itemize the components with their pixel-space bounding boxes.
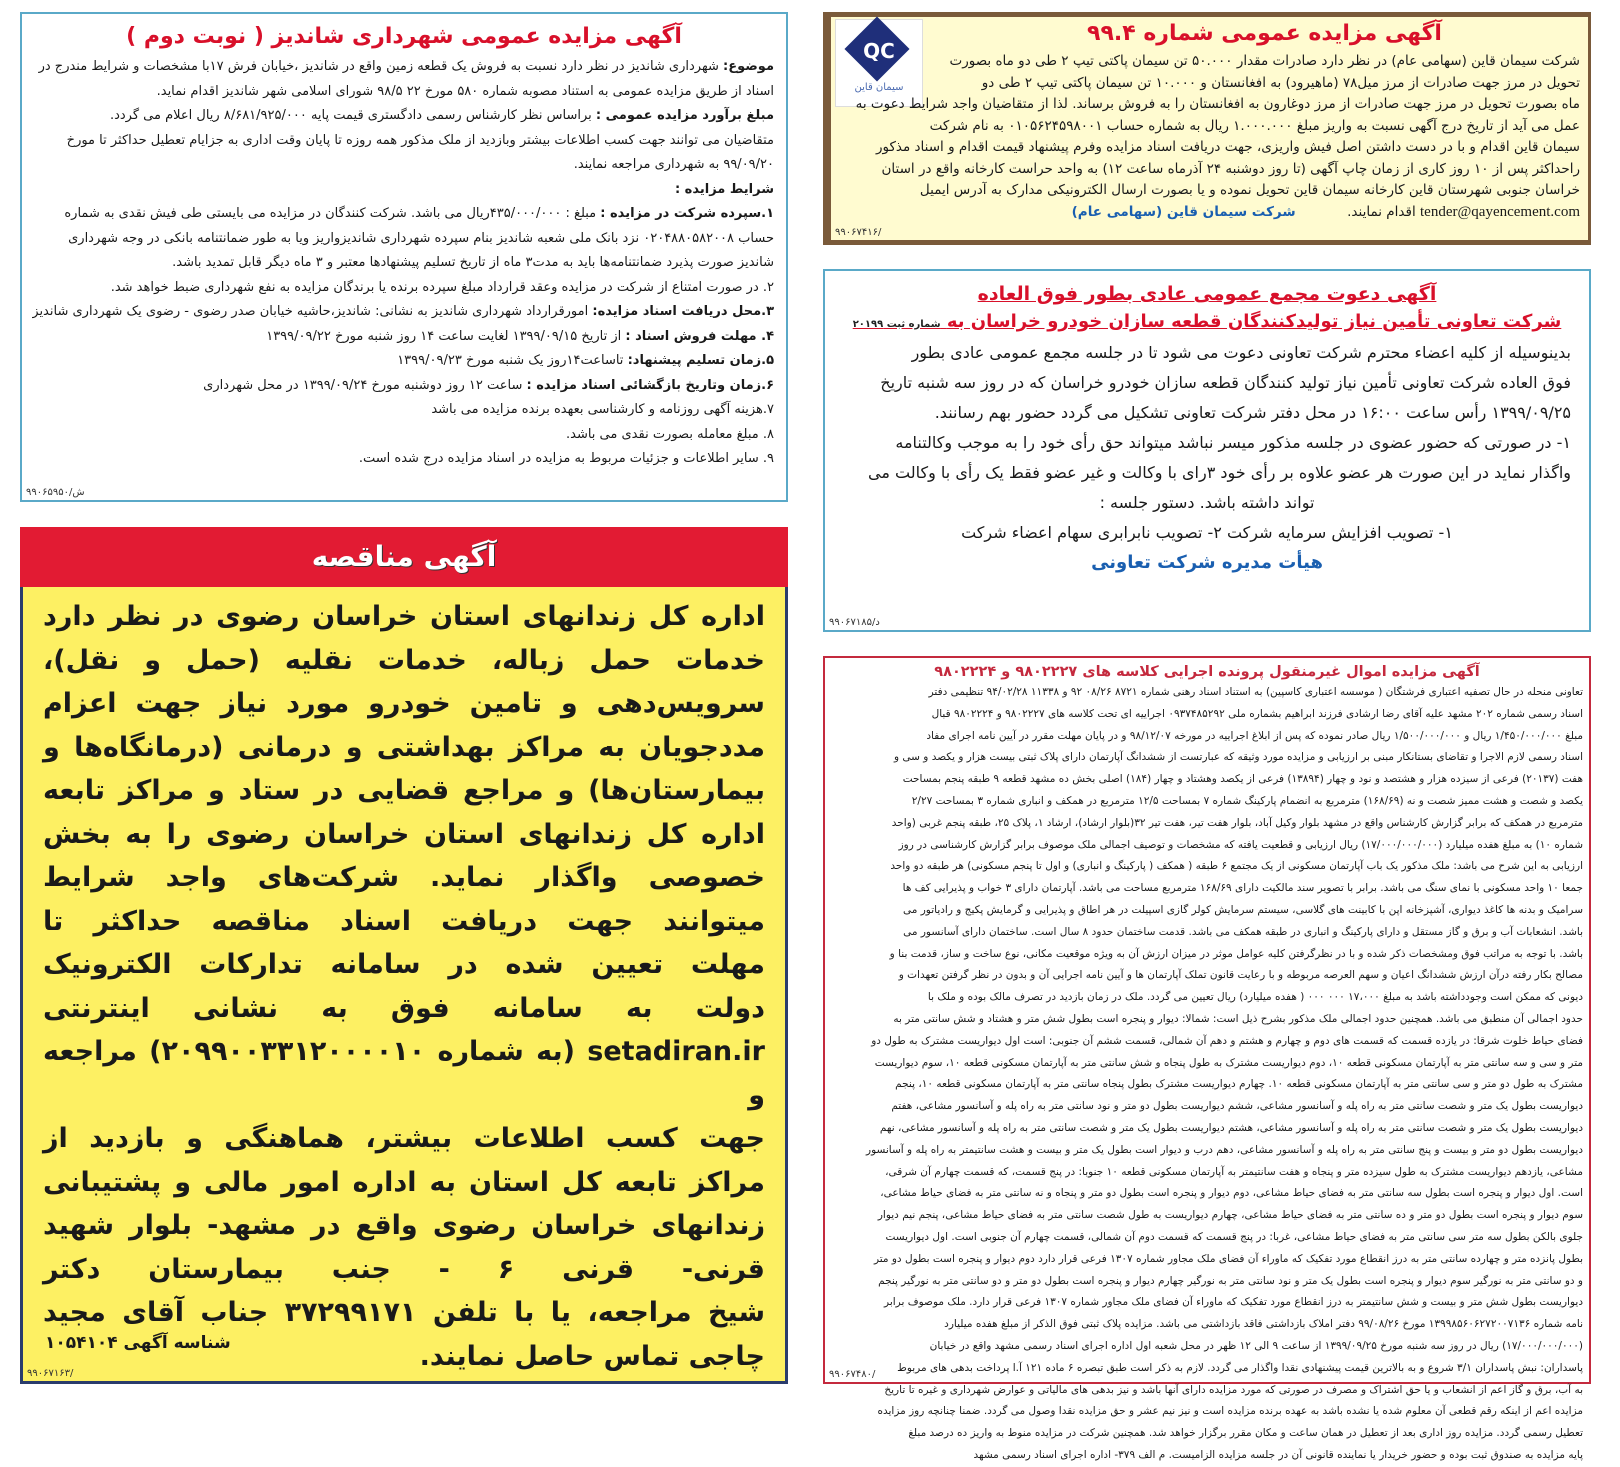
body-line: راحداکثر پس از ۱۰ روز کاری از زمان چاپ آگهی (تا روز دوشنبه ۲۴ آذرماه ساعت ۱۲) به واحد حراست کارخانه واقع در استان [881,160,1580,177]
body-line: جمعا ۱۰ واحد مسکونی با نمای سنگ می باشد. برابر با تصویر سند مالکیت دارای ۱۶۸/۶۹ مترمربع مساحت می باشد. آپارتمان دارای ۳ خواب و پذیرایی کف ها [902,882,1583,895]
item-text: ۲. در صورت امتناع از شرکت در مزایده وعقد قرارداد مبلغ سپرده برنده یا برندگان مزایده به نفع شهرداری ضبط خواهد شد. [110,279,774,295]
body-line: باشد. انشعابات آب و برق و گاز مستقل و دارای پارکینگ و انباری در طبقه همکف می باشد. قدمت ساختمان حدود ۸ سال است. ساختمان دارای آسانسور می [903,925,1583,938]
body-line: سوم دیوار و پنجره است بطول دو متر و ده سانتی متر به فضای حیاط مشاعی، چهارم دیواریست به طول شصت سانتی متر به فضای حیاط مشاعی، پنجم نیم دیوار [877,1209,1583,1222]
body-line: مشاعی، یازدهم دیواریست مشترک به طول سیزده متر و پنجاه و هفت سانتیمتر به آپارتمان مسکونی قطعه ۱۰ جنوبا: در پنج قسمت، که قسمت چهارم آن شرقی، [885,1165,1583,1178]
ad-shandiz-auction [20,12,788,502]
body-line: دیواریست بطول یک متر و شصت سانتی متر به راه پله و آسانسور مشاعی، هشتم دیواریست بطول یک متر و شصت سانتی متر به راه پله و آسانسور مشاعی، نهم [879,1121,1583,1134]
body-line: فوق العاده شرکت تعاونی تأمین نیاز تولید کنندگان قطعه سازان خودرو خراسان که در روز سه شنبه تاریخ [880,373,1571,392]
conditions-label: شرایط مزایده : [674,181,774,197]
ad-header: آگهی مناقصه [20,527,788,587]
estimate-text: براساس نظر کارشناس رسمی دادگستری قیمت پایه ۸/۶۸۱/۹۲۵/۰۰۰ ریال اعلام می گردد. [109,108,592,123]
ad-coop-assembly [823,269,1591,632]
body-line: ۱- در صورتی که حضور عضوی در جلسه مذکور میسر نباشد میتواند حق رأی خود را به موجب وکالتنامه [895,433,1571,452]
item-label: ۵.زمان تسلیم پیشنهاد: [627,353,774,368]
body-line: دیواریست بطول دو متر و بیست و پنج سانتی متر به راه پله و آسانسور مشاعی، دهم درب و دیوار است بطول یک متر و بیست و هشت سانتیمتر به راه پله و آسانسور [866,1143,1583,1156]
item-label: ۴. مهلت فروش اسناد : [625,328,774,344]
website-link[interactable]: setadiran.ir [587,1036,765,1067]
body-line: و دو سانتی متر به نورگیر سوم دیوار و پنجره است بطول یک متر و نود سانتی متر به نورگیر چهارم دیوار و پنجره است بطول دو متر و دو سانتی متر به نورگیر پنجم [878,1274,1583,1287]
body-line: مراکز تابعه کل استان به اداره امور مالی و پشتیبانی [43,1166,765,1198]
body-line: (۱۷/۰۰۰/۰۰۰/۰۰۰) ریال در روز سه شنبه مورخ ۱۳۹۹/۰۹/۲۵ از ساعت ۹ الی ۱۲ ظهر در محل شعبه اول اداره اجرای اسناد رسمی مشهد واقع در خیابان [929,1339,1583,1352]
body-line: است. اول دیوار و پنجره است بطول سه سانتی متر به فضای حیاط مشاعی، دوم دیوار و پنجره است بطول دو متر و پنجاه و نه سانتی متر به فضای حیاط مشاعی، [880,1187,1583,1200]
body-line: میتوانند جهت دریافت اسناد مناقصه حداکثر تا [43,905,765,937]
item-label: ۱.سپرده شرکت در مزایده : [600,206,774,221]
item-text: ساعت ۱۲ روز دوشنبه مورخ ۱۳۹۹/۰۹/۲۴ در محل شهرداری [203,377,523,393]
item-text: مبلغ : ۴۳۵/۰۰۰/۰۰۰ریال می باشد. شرکت کنندگان در مزایده می بایستی طی فیش نقدی به شماره [64,206,597,221]
body-line: بیمارستان‌ها) و مراجع قضایی در ستاد و مراکز تابعه [43,775,765,806]
estimate-label: مبلغ برآورد مزایده عمومی : [595,108,774,123]
ad-body [22,49,786,472]
body-line: تحویل در مرز جهت صادرات از مرز میل۷۸ (ماهیرود) به افغانستان و ۱۰.۰۰۰ تن سیمان پاکتی تیپ ۲ طی دو [981,74,1580,91]
body-line: فضای حیاط خلوت شرقا: در یازده قسمت که قسمت های دوم و چهارم و هشتم و دهم آن شمالی، قسمت ششم آن جنوبی: است اول دیواریست مشترک به طول دو [871,1034,1583,1047]
ad-property-auction [823,656,1591,1461]
body-line: دولت به سامانه فوق به نشانی اینترنتی [43,992,765,1024]
ad-body [825,680,1589,1467]
body-line: دیونی که ممکن است وجودداشته باشد به مبلغ ۱۷،۰۰۰ ۰۰۰ ۰۰۰ ( هفده میلیارد) ریال تعیین می گردد. ملک در زمان بازدید در تصرف مالک بوده و ملک با [927,991,1583,1004]
ad-title: آگهی مزایده عمومی شهرداری شاندیز ( نوبت دوم ) [126,24,682,49]
body-line: خصوصی واگذار نماید. شرکت‌های واجد شرایط [43,862,765,893]
body-line: جهت کسب اطلاعات بیشتر، هماهنگی و بازدید از [43,1123,765,1154]
body-line: مهلت تعیین شده در سامانه تدارکات الکترونیک [43,949,765,980]
body-line: ۱۳۹۹/۰۹/۲۵ رأس ساعت ۱۶:۰۰ در محل دفتر شرکت تعاونی تشکیل می گردد حضور بهم رسانند. [934,403,1571,422]
item-text: حساب ۰۲۰۴۸۸۰۵۸۲۰۰۸ نزد بانک ملی شعبه شاندیز بنام سپرده شهرداری شاندیزواریز ویا به طور ضمانتنامه بانکی در وجه شهرداری [68,230,774,246]
body-line: مشترک به طول دو متر و سی سانتی متر به آپارتمان مسکونی قطعه ۱۰. چهارم دیواریست مشترک بطول پنجاه سانتی متر به آپارتمان مسکونی قطعه ۱۰، پنجم [895,1078,1583,1091]
body-line: مصالح بکار رفته درآن ارزش ششدانگ اعیان و سهم العرصه مربوطه و با رعایت قانون تملک آپارتمان ها و آیین نامه اجرایی آن و بدون در نظر گرفتن تعهدات و [898,969,1583,982]
body-line: نامه شماره ۱۳۹۹۸۵۶۰۶۲۷۲۰۰۷۱۳۶ مورخ ۹۹/۰۸/۲۶ دفتر املاک بازداشتی فاقد بازداشتی می باشد. مزایده پلاک ثبتی فوق الذکر از مبلغ هفده میلیارد [944,1318,1583,1331]
body-line: شماره ۱۰) به مبلغ هفده میلیارد (۱۷/۰۰۰/۰۰۰/۰۰۰) ریال ارزیابی و قطعیت یافته که مشخصات و توصیف اجمالی ملک موصوف برابر گزارش کارشناسی در روز [898,838,1583,851]
body-line: اداره کل زندانهای استان خراسان رضوی را به بخش [43,818,765,850]
body-line: پاسداران: نبش پاسداران ۳/۱ شروع و به بالاترین قیمت پیشنهادی نقدا واگذار می گردد. لازم به ذکر است طبق تبصره ۶ ماده ۱۲۱ آ.ا پرداخت بدهی های مربوط [897,1361,1583,1374]
logo-subtext: سیمان قاین [854,82,904,93]
subject-text-2: اسناد از طریق مزایده عمومی به استناد مصوبه شماره ۵۸۰ مورخ ۲۲ ۹۸/۵ شورای اسلامی شهر شاندیز اقدام نماید. [156,83,774,99]
ad-id: شناسه آگهی ۱۰۵۴۱۰۴ [45,1333,231,1353]
ad-title: آگهی دعوت مجمع عمومی عادی بطور فوق العاده [977,283,1437,305]
ref-code: ۹۹۰۶۵۹۵۰/ش [26,487,85,498]
body-line: مزایده اعم از اینکه رقم قطعی آن معلوم شده یا نشده باشد به عهده برنده مزایده است و نیز نیم عشر و حق مزایده نقدا وصول می گردد. ضمنا چنانچه روز مزایده [877,1405,1583,1418]
body-line: اسناد رسمی شماره ۲۰۲ مشهد علیه آقای رضا ارشادی فرزند ابراهیم بشماره ملی ۰۹۳۷۴۸۵۲۹۲ اجراییه ای تحت کلاسه های ۹۸۰۲۲۲۷ و ۹۸۰۲۲۲۴ قبال [931,707,1583,720]
body-line: دیواریست بطول یک متر و شصت سانتی متر به راه پله و آسانسور مشاعی، ششم دیواریست بطول دو متر و نود سانتی متر به راه پله و آسانسور مشاعی، هفتم [891,1100,1583,1113]
logo-text: QC [863,39,895,63]
ad-subtitle [825,311,1589,332]
body-line: مددجویان به مراکز بهداشتی و درمانی (درمانگاه‌ها و [43,731,765,763]
body-line: به آب، برق و گاز اعم از انشعاب و یا حق اشتراک و مصرف در صورتی که مورد مزایده دارای آنها باشد و نیز بدهی های مالیاتی و عوارض شهرداری و غیره تا تاریخ [884,1383,1583,1396]
body-line: سرامیک و بدنه ها کاغذ دیواری، آشپزخانه اپن با کابینت های گلاسی، سیستم سرمایش کولر گازی اسپیلت در هر اطاق و پذیرایی و گرمایش پکیج و رادیاتور می [903,903,1583,916]
body-line: شیخ مراجعه، یا با تلفن ۳۷۲۹۹۱۷۱ جناب آقای مجید [43,1297,766,1328]
ad-tender [20,527,788,1384]
ad-body [825,332,1589,548]
body-line-last [837,202,1580,224]
ref-code: ۹۹۰۶۷۱۸۵/د [829,617,880,628]
item-text: ۷.هزینه آگهی روزنامه و کارشناسی بعهده برنده مزایده می باشد [431,402,774,417]
body-line: تعاونی منحله در حال تصفیه اعتباری فرشتگان ( موسسه اعتباری کاسپین) به استناد اسناد رهنی شماره ۸۷۲۱ ۰۸/۲۶ ۹۲ و ۱۱۳۳۸ ۹۴/۰۲/۲۸ تنظیمی دفتر [928,686,1583,698]
body-line: هفت (۲۰۱۳۷) فرعی از سیزده هزار و هشتصد و نود و چهار (۱۳۸۹۴) فرعی از یکصد وهشتاد و چهار (۱۸۴) اصلی بخش ده مشهد قطعه ۹ طبقه پنجم بمساحت [902,773,1583,786]
visit-text-2: ۹۹/۰۹/۲۰ به شهرداری مراجعه نمایند. [573,157,774,172]
subject-text: شهرداری شاندیز در نظر دارد نسبت به فروش یک قطعه زمین واقع در شاندیز ،خیابان فرش ۱۷با مشخصات و شرایط مندرج در [38,59,719,74]
item-text: ۹. سایر اطلاعات و جزئیات مربوط به مزایده در اسناد مزایده درج شده است. [358,451,774,466]
ref-code: ۹۹۰۶۷۴۸۰/ [829,1369,876,1380]
body-line: حدود اجمالی آن منطبق می باشد. همچنین حدود اجمالی ملک مذکور بشرح ذیل است: شمالا: دیوار و پنجره است بطول شش متر و هشتاد و شش سانتی متر به [893,1012,1583,1025]
body-line: خدمات حمل زباله، خدمات نقلیه (حمل و نقل)، [43,644,765,676]
ad-body [23,587,785,1378]
body-line: اسناد رسمی لازم الاجرا و تقاضای بستانکار مبنی بر ارزیابی و مزایده مورد وثیقه که عبارتست از ششدانگ آپارتمان دارای پلاک ثبتی بیست هزار و یکصد و سی و [893,751,1583,764]
subject-label: موضوع: [723,59,774,74]
body-line: واگذار نماید در این صورت هر عضو علاوه بر رأی خود ۳رای با وکالت و غیر عضو فقط یک رأی با وکالت می [868,463,1571,482]
body-line: ارزیابی به این شرح می باشد: ملک مذکور یک باب آپارتمان مسکونی از یک مجتمع ۶ طبقه ( همکف ( پارکینگ و انباری) و اول تا پنجم مسکونی) هر طبقه دو واحد [890,860,1583,873]
url-line-rest: (به شماره ۲۰۹۹۰۰۳۳۱۲۰۰۰۰۱۰) مراجعه و [43,1036,765,1111]
body-line: تعطیل رسمی گردد. مزایده روز اداری بعد از تعطیل در همان ساعت و مکان مقرر برگزار خواهد شد. همچنین شرکت در مزایده منوط به واریز ده درصد مبلغ [908,1427,1583,1440]
body-line: قرنی- قرنی ۶ - جنب بیمارستان دکتر [43,1253,765,1285]
agenda-items: ۱- تصویب افزایش سرمایه شرکت ۲- تصویب نابرابری سهام اعضاء شرکت [961,523,1453,542]
body-line: مترمربع در همکف که برابر گزارش کارشناس واقع در مشهد بلوار وکیل آباد، بلوار هفت تیر، هفت تیر ۳۲(بلوار ارشاد)، ارشاد ۱، پلاک ۲۵، طبقه پنجم غربی (واحد [891,816,1583,829]
body-line: شرکت سیمان قاین (سهامی عام) در نظر دارد صادرات مقدار ۵۰.۰۰۰ تن سیمان پاکتی تیپ ۲ طی دو ماه بصورت [949,53,1580,69]
body-line: پایه مزایده به صندوق ثبت بوده و حضور خریدار یا نماینده قانونی آن در جلسه مزایده الزامیست. م الف ۳۷۹- اداره اجرای اسناد رسمی مشهد [973,1448,1583,1461]
body-line: متر و سی و سه سانتی متر به آپارتمان مسکونی قطعه ۱۰، دوم دیواریست مشترک به طول پنجاه و شش سانتی متر به آپارتمان مسکونی قطعه ۱۰، سوم دیواریست [874,1056,1583,1069]
body-line-url [43,1030,765,1117]
company-name: شرکت تعاونی تأمین نیاز تولیدکنندگان قطعه سازان خودرو خراسان به [946,311,1562,332]
ref-code: ۹۹۰۶۷۱۶۳/ [27,1368,74,1379]
item-text: تاساعت۱۴روز یک شنبه مورخ ۱۳۹۹/۰۹/۲۳ [397,353,624,368]
body-line: مبلغ ۱/۴۵۰/۰۰۰/۰۰۰ ریال و ۱/۵۰۰/۰۰۰/۰۰۰ ریال صادر نموده که پس از ابلاغ اجراییه در مورخه ۹۸/۱۲/۰۷ و در پایان مهلت مقرر در آیین نامه اجرای مفاد [926,729,1583,742]
email-link[interactable]: tender@qayencement.com [1420,203,1580,220]
body-line: جلوی بالکن بطول سه متر سی سانتی متر به فضای حیاط مشاعی، غربا: در پنج قسمت که قسمت دوم آن شمالی، قسمت چهارم آن جنوبی است. اول دیواریست [885,1230,1583,1243]
body-line-last: چاجی تماس حاصل نمایند. [419,1340,765,1372]
body-line: سرویس‌دهی و تامین خودرو مورد نیاز جهت اعزام [43,688,765,719]
body-line: ماه بصورت تحویل در مرز جهت صادرات از مرز دوغارون به افغانستان را به فروش برساند. لذا از متقاضیان واجد شرایط دعوت به [855,96,1580,112]
item-text: شاندیز صورت پذیرد ضمانتنامه‌ها باید به مدت۳ ماه از تاریخ تسلیم پیشنهادها معتبر و ۳ ماه دیگر قابل تمدید باشد. [172,255,774,270]
body-line: دیواریست بطول شش متر و بیست و شش سانتیمتر به درز انقطاع مورد تفکیک که ماوراء آن فضای ملک مجاور شماره ۱۳۰۷ فرعی قرار دارد. ملک موصوف برابر [884,1296,1583,1309]
body-line: بدینوسیله از کلیه اعضاء محترم شرکت تعاونی دعوت می شود تا در جلسه مجمع عمومی عادی بطور [911,343,1571,362]
ad-title: آگهی مزایده اموال غیرمنقول پرونده اجرایی کلاسه های ۹۸۰۲۲۲۷ و ۹۸۰۲۲۲۴ [934,664,1480,680]
body-line: باشد. با توجه به مراتب فوق ومشخصات ذکر شده و با در نظرگرفتن کلیه عوامل موثر در میزان ارزش آن به ویژه موقعیت مکانی، نوع ساخت و ساز، قدمت بنا و [889,947,1583,960]
item-text: از تاریخ ۱۳۹۹/۰۹/۱۵ لغایت ساعت ۱۴ روز شنبه مورخ ۱۳۹۹/۰۹/۲۲ [266,328,622,344]
ad-cement-auction [823,12,1591,245]
registration-number: شماره ثبت ۲۰۱۹۹ [852,319,941,330]
ad-body [837,51,1580,223]
signature: هیأت مدیره شرکت تعاونی [1091,552,1323,573]
item-text: ۸. مبلغ معامله بصورت نقدی می باشد. [566,426,774,442]
ref-code: ۹۹۰۶۷۴۱۶/ [835,227,882,238]
body-line: سیمان قاین اقدام و با در دست داشتن اصل فیش واریزی، جهت دریافت اسناد مزایده وفرم پیشنهاد قیمت اقدام و اسناد مذکور [876,139,1580,155]
ad-title: آگهی مزایده عمومی شماره ۹۹.۴ [1087,21,1442,46]
body-line: خراسان جنوبی شهرستان قاین کارخانه سیمان قاین تحویل نموده و یا بصورت ارسال الکترونیکی مدارک به آدرس ایمیل [919,182,1580,198]
signature: شرکت سیمان قاین (سهامی عام) [1071,203,1296,220]
item-text: امورقرارداد شهرداری شاندیز به نشانی: شاندیز،حاشیه خیابان صدر رضوی - رضوی یک شهرداری شاندیز [32,304,589,319]
agenda-heading: تواند داشته باشد. دستور جلسه : [1099,493,1315,512]
body-line: عمل می آید از تاریخ درج آگهی نسبت به واریز مبلغ ۱.۰۰۰.۰۰۰ ریال به شماره حساب ۰۱۰۵۶۲۴۵۹۸۰۰۱ به نام شرکت [929,117,1580,134]
email-suffix: اقدام نمایند. [1347,203,1416,220]
body-line: یکصد و شصت و هشت ممیز شصت و نه (۱۶۸/۶۹) مترمربع به انضمام پارکینگ شماره ۷ بمساحت ۱۲/۵ مترمربع در همکف و انباری شماره ۳ بمساحت ۲/۲۷ [911,794,1583,807]
body-line: زندانهای خراسان رضوی واقع در مشهد- بلوار شهید [43,1210,765,1241]
visit-text: متقاضیان می توانند جهت کسب اطلاعات بیشتر وبازدید از ملک مذکور همه روزه تا پایان وقت اداری به جزایام تعطیل حداکثر تا مورخ [66,132,774,148]
body-line: بطول پانزده متر و چهارده سانتی متر به درز انقطاع مورد تفکیک که ماوراء آن فضای ملک مجاور شماره ۱۳۰۷ فرعی قرار دارد دوم دیوار و پنجره است بطول دو متر [873,1252,1583,1265]
item-label: ۶.زمان وتاریخ بازگشائی اسناد مزایده : [526,377,774,393]
body-line: اداره کل زندانهای استان خراسان رضوی در نظر دارد [43,601,765,632]
item-label: ۳.محل دریافت اسناد مزایده: [592,304,774,319]
